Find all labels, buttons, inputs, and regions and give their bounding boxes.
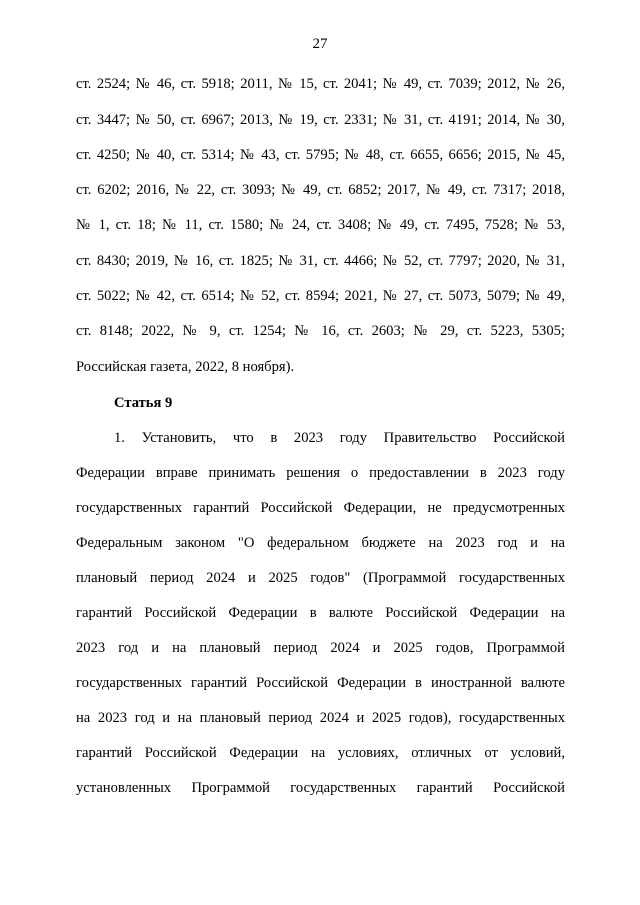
- article-line: плановый период 2024 и 2025 годов" (Программой государственных: [76, 570, 565, 586]
- article-line: установленных Программой государственных гарантий Российской: [76, 780, 565, 796]
- continuation-line: ст. 5022; № 42, ст. 6514; № 52, ст. 8594; 2021, № 27, ст. 5073, 5079; № 49,: [76, 288, 565, 304]
- continuation-line: ст. 3447; № 50, ст. 6967; 2013, № 19, ст. 2331; № 31, ст. 4191; 2014, № 30,: [76, 112, 565, 128]
- article-line: 2023 год и на плановый период 2024 и 2025 годов, Программой: [76, 640, 565, 656]
- article-line: гарантий Российской Федерации в валюте Российской Федерации на: [76, 605, 565, 621]
- article-line: гарантий Российской Федерации на условиях, отличных от условий,: [76, 745, 565, 761]
- article-line: государственных гарантий Российской Федерации в иностранной валюте: [76, 675, 565, 691]
- continuation-line: ст. 4250; № 40, ст. 5314; № 43, ст. 5795; № 48, ст. 6655, 6656; 2015, № 45,: [76, 147, 565, 163]
- continuation-line: Российская газета, 2022, 8 ноября).: [76, 359, 295, 375]
- continuation-line: ст. 6202; 2016, № 22, ст. 3093; № 49, ст. 6852; 2017, № 49, ст. 7317; 2018,: [76, 182, 565, 198]
- continuation-line: № 1, ст. 18; № 11, ст. 1580; № 24, ст. 3408; № 49, ст. 7495, 7528; № 53,: [76, 217, 565, 233]
- article-line: государственных гарантий Российской Федерации, не предусмотренных: [76, 500, 565, 516]
- article-line: Федерации вправе принимать решения о предоставлении в 2023 году: [76, 465, 565, 481]
- continuation-line: ст. 8430; 2019, № 16, ст. 1825; № 31, ст. 4466; № 52, ст. 7797; 2020, № 31,: [76, 253, 565, 269]
- article-line: 1. Установить, что в 2023 году Правительство Российской: [114, 430, 565, 446]
- continuation-line: ст. 8148; 2022, № 9, ст. 1254; № 16, ст. 2603; № 29, ст. 5223, 5305;: [76, 323, 565, 339]
- article-heading: Статья 9: [114, 395, 173, 411]
- continuation-line: ст. 2524; № 46, ст. 5918; 2011, № 15, ст. 2041; № 49, ст. 7039; 2012, № 26,: [76, 76, 565, 92]
- page-number: 27: [312, 36, 328, 52]
- article-line: Федеральным законом "О федеральном бюджете на 2023 год и на: [76, 535, 565, 551]
- article-line: на 2023 год и на плановый период 2024 и 2025 годов), государственных: [76, 710, 565, 726]
